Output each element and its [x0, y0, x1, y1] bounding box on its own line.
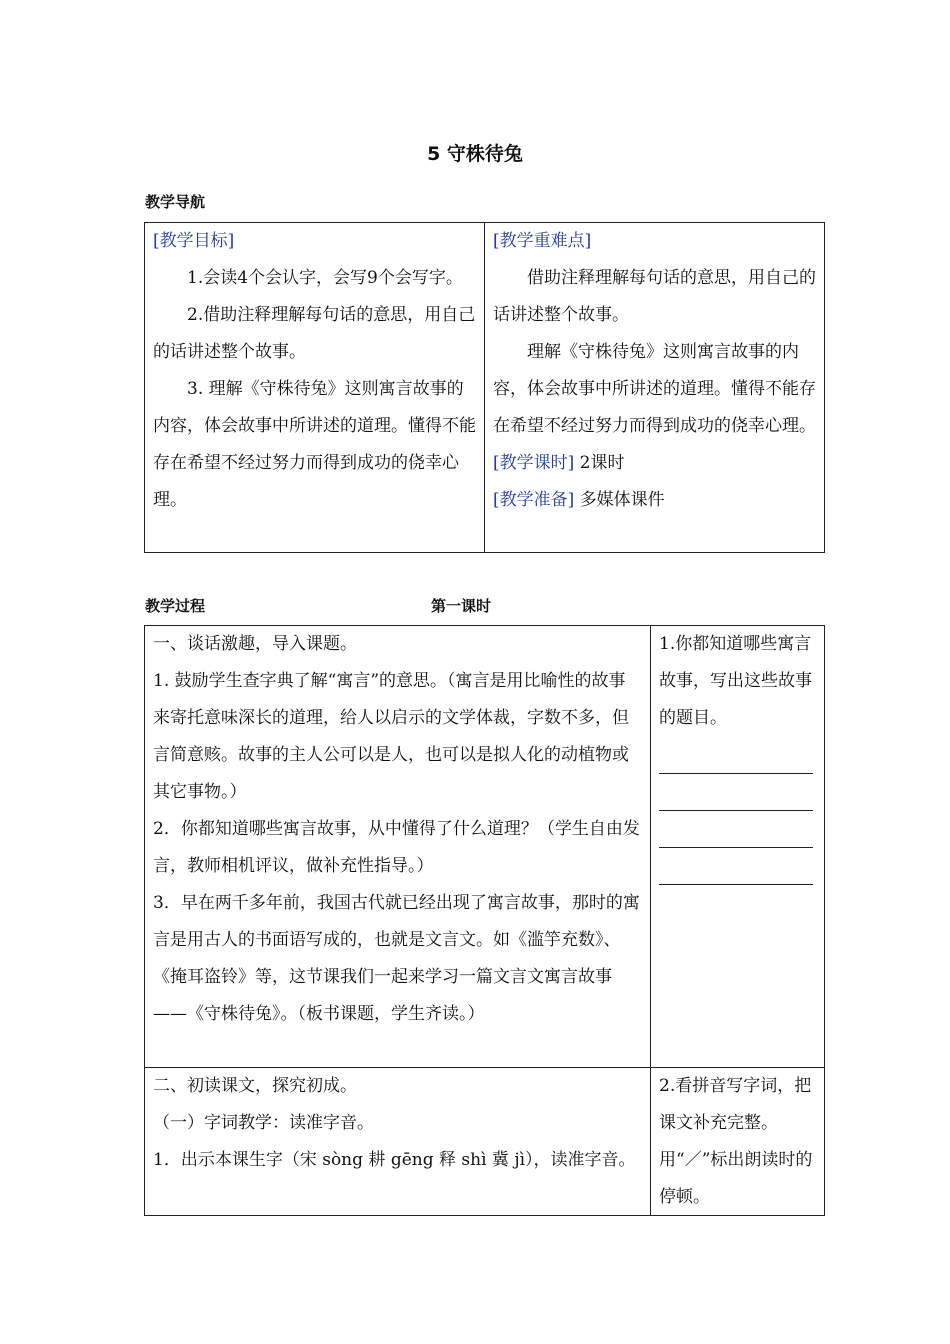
goal-item: 2.借助注释理解每句话的意思，用自己的话讲述整个故事。 — [153, 305, 476, 362]
section1-side-cell — [650, 625, 825, 1068]
section1-line: 3．早在两千多年前，我国古代就已经出现了寓言故事，那时的寓言是用古人的书面语写成的，也就是文言文。如《滥竽充数》、《掩耳盗铃》等，这节课我们一起来学习一篇文言文寓言故事——《守株待兔》。（板书课题，学生齐读。） — [153, 893, 640, 1024]
answer-blank[interactable] — [659, 848, 813, 885]
section2-exercise: 2.看拼音写字词，把课文补充完整。用“／”标出朗读时的停顿。 — [659, 1076, 813, 1207]
key-point-paragraph: 理解《守株待兔》这则寓言故事的内容，体会故事中所讲述的道理。懂得不能存在希望不经过努力而得到成功的侥幸心理。 — [493, 342, 816, 436]
answer-blank[interactable] — [659, 774, 813, 811]
section1-main-cell — [144, 625, 651, 1068]
process-label: 教学过程 — [145, 597, 206, 615]
lesson-label: 第一课时 — [431, 597, 492, 615]
page-title: 5 守株待兔 — [427, 143, 523, 165]
prep-value: 多媒体课件 — [574, 490, 665, 510]
answer-blank[interactable] — [659, 811, 813, 848]
section1-line: 1. 鼓励学生查字典了解“寓言”的意思。（寓言是用比喻性的故事来寄托意味深长的道理，给人以启示的文学体裁，字数不多，但言简意赅。故事的主人公可以是人，也可以是拟人化的动植物或其它事物。） — [153, 671, 629, 802]
key-points-header: [教学重难点] — [493, 231, 592, 251]
goal-item: 1.会读4个会认字，会写9个会写字。 — [187, 268, 463, 288]
goals-cell — [144, 222, 485, 553]
hours-value: 2课时 — [574, 453, 625, 473]
key-points-cell — [484, 222, 825, 553]
key-point-paragraph: 借助注释理解每句话的意思，用自己的话讲述整个故事。 — [493, 268, 816, 325]
answer-blank[interactable] — [659, 737, 813, 774]
prep-label: [教学准备] — [493, 490, 575, 510]
section1-line: 2．你都知道哪些寓言故事，从中懂得了什么道理？（学生自由发言，教师相机评议，做补充性指导。） — [153, 819, 640, 876]
goal-item: 3. 理解《守株待兔》这则寓言故事的内容，体会故事中所讲述的道理。懂得不能存在希望不经过努力而得到成功的侥幸心理。 — [153, 379, 476, 510]
section2-main-cell — [144, 1067, 651, 1216]
hours-label: [教学课时] — [493, 453, 575, 473]
section2-line: （一）字词教学：读准字音。 — [153, 1113, 374, 1133]
goals-header: [教学目标] — [153, 231, 235, 251]
section2-heading: 二、初读课文，探究初成。 — [153, 1076, 357, 1096]
nav-label: 教学导航 — [145, 193, 206, 211]
section1-heading: 一、谈话激趣，导入课题。 — [153, 634, 357, 654]
section2-line: 1．出示本课生字（宋 sòng 耕 gēng 释 shì 冀 jì），读准字音。 — [153, 1150, 636, 1170]
section2-side-cell — [650, 1067, 825, 1216]
section1-exercise: 1.你都知道哪些寓言故事，写出这些故事的题目。 — [659, 634, 812, 728]
